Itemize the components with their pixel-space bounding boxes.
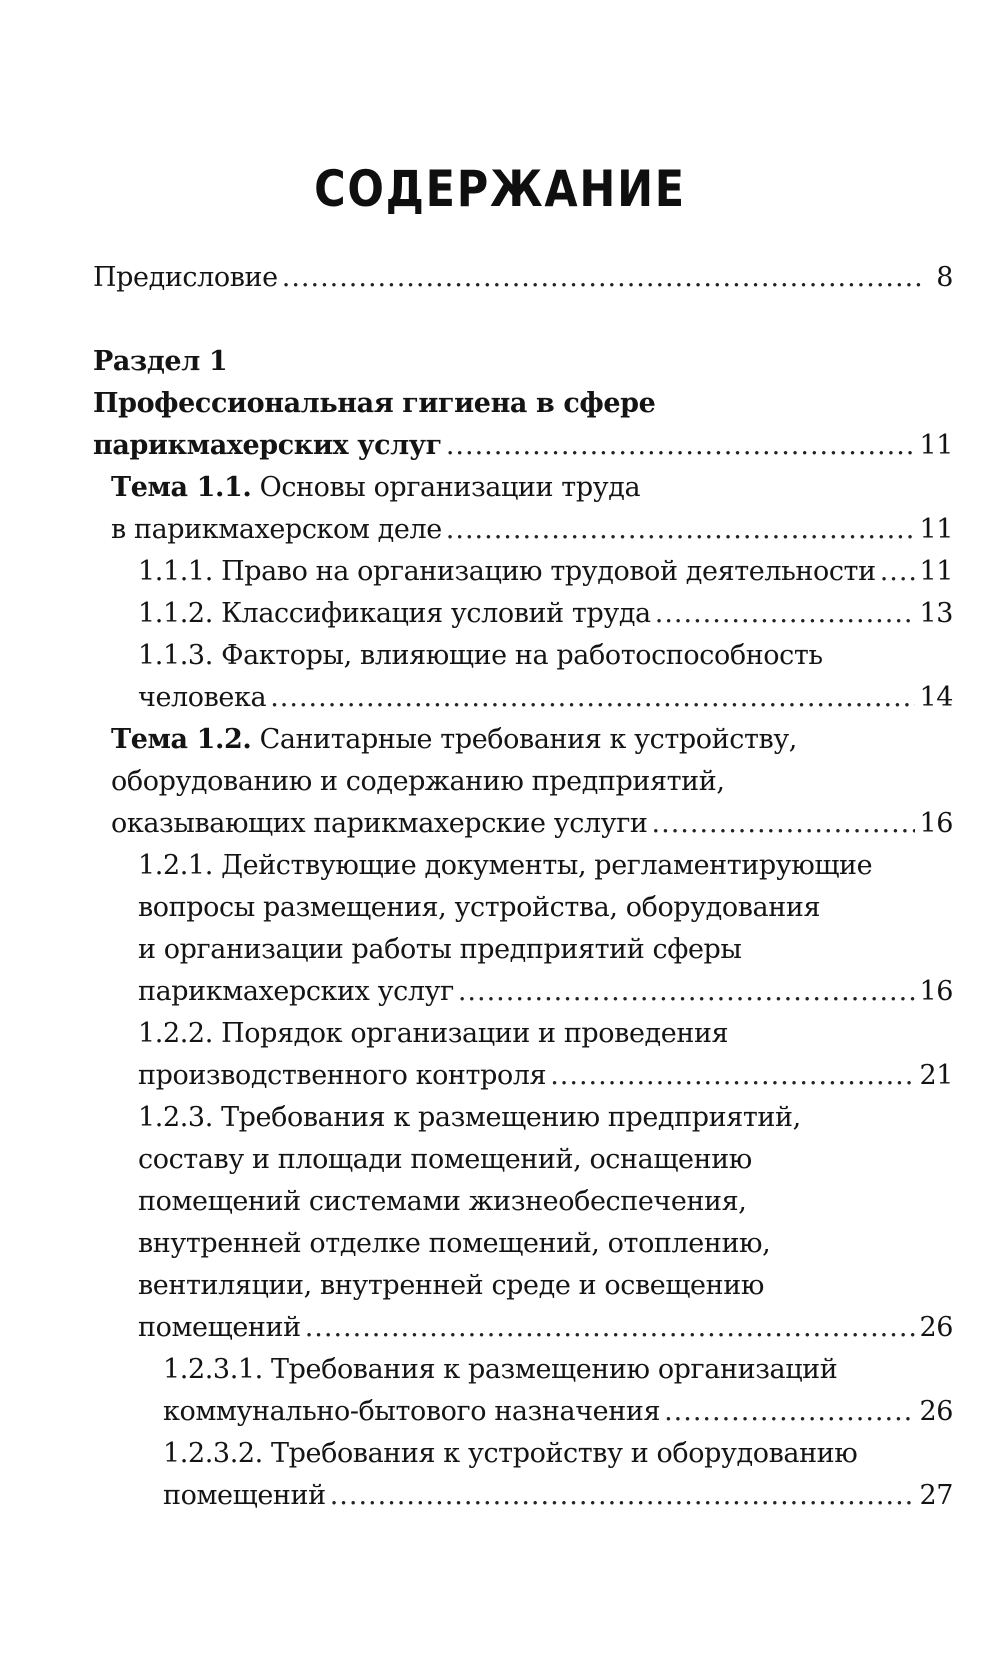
toc-page-number: 11 bbox=[919, 430, 953, 461]
toc-entry-label: Предисловие bbox=[93, 262, 278, 293]
toc-entry-1-2-1 bbox=[93, 971, 953, 1013]
toc-entry-topic-1-1 bbox=[93, 509, 953, 551]
toc-entry-1-2-3 bbox=[93, 1307, 953, 1349]
toc-entry-1-2-3-2 bbox=[93, 1475, 953, 1517]
dot-leader bbox=[305, 1307, 916, 1349]
toc-entry-1-2-2 bbox=[93, 1055, 953, 1097]
table-of-contents bbox=[93, 257, 953, 1517]
toc-page-number: 26 bbox=[919, 1312, 953, 1343]
toc-entry-title-line: внутренней отделке помещений, отоплению, bbox=[138, 1228, 771, 1259]
dot-leader bbox=[550, 1055, 915, 1097]
toc-page-number: 14 bbox=[919, 682, 953, 713]
toc-entry-1-2-3-1 bbox=[93, 1391, 953, 1433]
topic-prefix: Тема 1.1. bbox=[111, 472, 252, 503]
toc-entry-label: оказывающих парикмахерские услуги bbox=[111, 808, 648, 839]
toc-page-number: 11 bbox=[919, 514, 953, 545]
toc-entry-label: 1.1.2. Классификация условий труда bbox=[138, 598, 651, 629]
toc-entry-title-line: вопросы размещения, устройства, оборудования bbox=[138, 892, 821, 923]
toc-section-label: Раздел 1 bbox=[93, 346, 228, 377]
spacer bbox=[93, 299, 953, 341]
dot-leader bbox=[880, 551, 916, 593]
toc-section-title-line: Профессиональная гигиена в сфере bbox=[93, 388, 656, 419]
topic-prefix: Тема 1.2. bbox=[111, 724, 252, 755]
toc-entry-label: 1.1.1. Право на организацию трудовой деятельности bbox=[138, 556, 876, 587]
toc-entry-label: коммунально-бытового назначения bbox=[163, 1396, 661, 1427]
toc-page-number: 26 bbox=[919, 1396, 953, 1427]
toc-topic-title-line: Тема 1.2. Санитарные требования к устройству, bbox=[93, 719, 953, 761]
toc-entry-label: парикмахерских услуг bbox=[93, 430, 442, 461]
toc-page-number: 11 bbox=[919, 556, 953, 587]
toc-page-number: 27 bbox=[919, 1480, 953, 1511]
toc-entry-title-line: 1.2.3. Требования к размещению предприятий, bbox=[138, 1102, 801, 1133]
toc-entry-title-line: 1.1.3. Факторы, влияющие на работоспособность bbox=[138, 640, 823, 671]
toc-entry-label: в парикмахерском деле bbox=[111, 514, 442, 545]
toc-topic-title-line: оборудованию и содержанию предприятий, bbox=[111, 766, 725, 797]
toc-entry-title-line: 1.2.3.1. Требования к размещению организаций bbox=[163, 1354, 838, 1385]
toc-entry-topic-1-2 bbox=[93, 803, 953, 845]
toc-entry-1-1-1 bbox=[93, 551, 953, 593]
toc-page-number: 8 bbox=[936, 262, 953, 293]
toc-topic-title-line: Тема 1.1. Основы организации труда bbox=[93, 467, 953, 509]
toc-entry-1-1-3 bbox=[93, 677, 953, 719]
dot-leader bbox=[655, 593, 916, 635]
toc-entry-title-line: и организации работы предприятий сферы bbox=[138, 934, 742, 965]
dot-leader bbox=[446, 425, 916, 467]
toc-entry-title-line: 1.2.2. Порядок организации и проведения bbox=[138, 1018, 729, 1049]
toc-entry-title-line: составу и площади помещений, оснащению bbox=[138, 1144, 752, 1175]
toc-entry-label: производственного контроля bbox=[138, 1060, 547, 1091]
dot-leader bbox=[330, 1475, 916, 1517]
toc-page-number: 21 bbox=[919, 1060, 953, 1091]
dot-leader bbox=[652, 803, 916, 845]
page-title: СОДЕРЖАНИЕ bbox=[314, 160, 686, 218]
toc-entry-preface bbox=[93, 257, 953, 299]
toc-entry-section-1 bbox=[93, 425, 953, 467]
toc-entry-1-1-2 bbox=[93, 593, 953, 635]
toc-entry-title-line: вентиляции, внутренней среде и освещению bbox=[138, 1270, 764, 1301]
toc-page-number: 16 bbox=[919, 976, 953, 1007]
toc-entry-label: человека bbox=[138, 682, 267, 713]
dot-leader bbox=[270, 677, 915, 719]
toc-entry-label: помещений bbox=[163, 1480, 326, 1511]
dot-leader bbox=[446, 509, 916, 551]
toc-entry-label: помещений bbox=[138, 1312, 301, 1343]
toc-entry-title-line: 1.2.1. Действующие документы, регламентирующие bbox=[138, 850, 873, 881]
dot-leader bbox=[282, 257, 921, 299]
dot-leader bbox=[458, 971, 916, 1013]
toc-entry-title-line: помещений системами жизнеобеспечения, bbox=[138, 1186, 747, 1217]
toc-entry-label: парикмахерских услуг bbox=[138, 976, 454, 1007]
toc-page-number: 13 bbox=[919, 598, 953, 629]
toc-page-number: 16 bbox=[919, 808, 953, 839]
dot-leader bbox=[664, 1391, 915, 1433]
toc-entry-title-line: 1.2.3.2. Требования к устройству и оборудованию bbox=[163, 1438, 858, 1469]
